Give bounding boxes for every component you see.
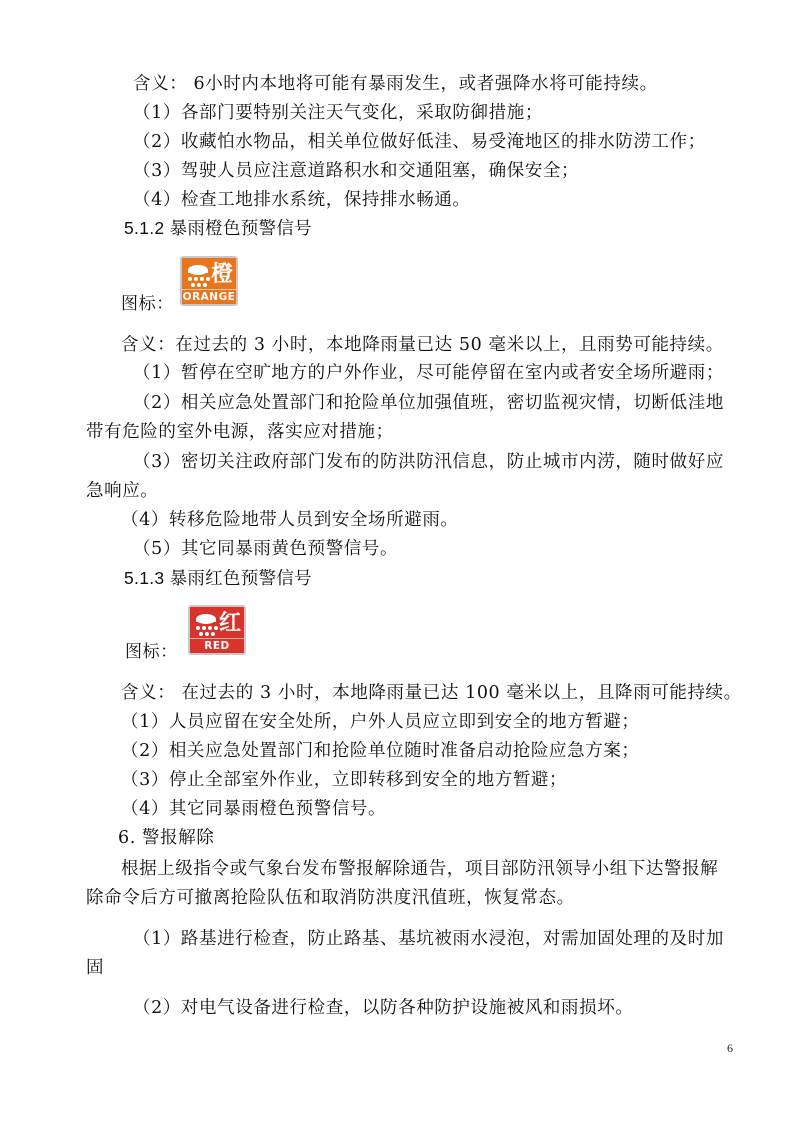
measure-item: （2）相关应急处置部门和抢险单位加强值班，密切监视灾情，切断低洼地	[133, 393, 724, 413]
measure-item: （1）各部门要特别关注天气变化，采取防御措施；	[133, 103, 543, 123]
section-heading-red: 5.1.3 暴雨红色预警信号	[124, 568, 312, 588]
measure-item: （1）人员应留在安全处所，户外人员应立即到安全的地方暂避；	[121, 712, 640, 732]
measure-item: （4）其它同暴雨橙色预警信号。	[121, 799, 387, 819]
icon-label: 图标：	[121, 294, 174, 314]
measure-item: （4）转移危险地带人员到安全场所避雨。	[121, 510, 459, 530]
measure-item-continued: 固	[86, 958, 105, 978]
measure-item: （5）其它同暴雨黄色预警信号。	[133, 539, 399, 559]
orange-badge-band: ORANGE	[182, 291, 236, 303]
orange-warning-badge	[180, 256, 238, 306]
measure-item-continued: 带有危险的室外电源，落实应对措施；	[86, 422, 394, 442]
measure-item: （1）路基进行检查，防止路基、基坑被雨水浸泡，对需加固处理的及时加	[133, 929, 724, 949]
measure-item: （3）停止全部室外作业，立即转移到安全的地方暂避；	[121, 770, 568, 790]
icon-label: 图标：	[125, 642, 178, 662]
page-number: 6	[727, 1041, 733, 1055]
measure-item: （4）检查工地排水系统，保持排水畅通。	[133, 190, 471, 210]
measure-item: （1）暂停在空旷地方的户外作业，尽可能停留在室内或者安全场所避雨；	[133, 363, 724, 383]
measure-item: （2）收藏怕水物品，相关单位做好低洼、易受淹地区的排水防涝工作；	[133, 132, 706, 152]
red-badge-char: 红	[218, 611, 241, 636]
red-badge-band: RED	[190, 638, 244, 653]
paragraph: 根据上级指令或气象台发布警报解除通告，项目部防汛领导小组下达警报解	[121, 859, 719, 879]
section-heading-orange: 5.1.2 暴雨橙色预警信号	[124, 218, 312, 238]
rain-cloud-icon	[193, 611, 219, 639]
measure-item: （3）驾驶人员应注意道路积水和交通阻塞，确保安全；	[133, 161, 580, 181]
orange-badge-char: 橙	[210, 262, 233, 287]
meaning-text: 含义：在过去的 3 小时，本地降雨量已达 50 毫米以上，且雨势可能持续。	[121, 335, 724, 355]
rain-cloud-icon	[185, 262, 211, 290]
paragraph-continued: 除命令后方可撤离抢险队伍和取消防洪度汛值班，恢复常态。	[86, 888, 575, 908]
measure-item: （2）对电气设备进行检查，以防各种防护设施被风和雨损坏。	[133, 998, 634, 1018]
meaning-text: 含义： 在过去的 3 小时，本地降雨量已达 100 毫米以上，且降雨可能持续。	[121, 683, 742, 703]
red-warning-badge	[188, 605, 246, 655]
measure-item: （2）相关应急处置部门和抢险单位随时准备启动抢险应急方案；	[121, 741, 640, 761]
section-heading-alarm-release: 6. 警报解除	[118, 828, 215, 848]
measure-item: （3）密切关注政府部门发布的防洪防汛信息，防止城市内涝，随时做好应	[133, 452, 724, 472]
measure-item-continued: 急响应。	[86, 481, 159, 501]
meaning-text: 含义： 6小时内本地将可能有暴雨发生，或者强降水将可能持续。	[133, 74, 658, 94]
